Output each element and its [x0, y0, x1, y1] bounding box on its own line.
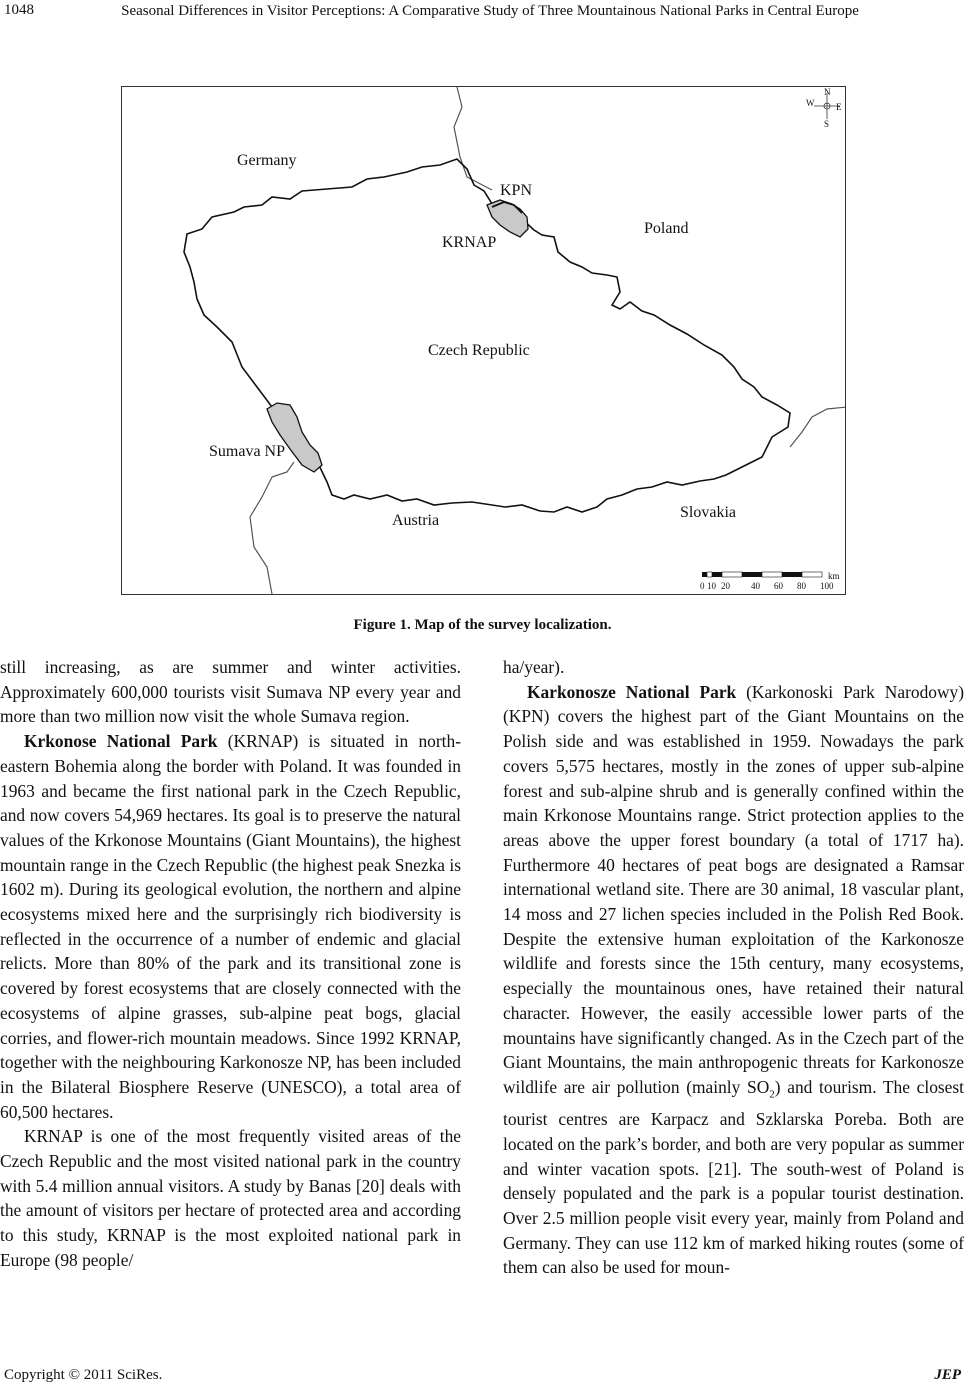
park-name-kpn: Karkonosze National Park	[527, 681, 737, 702]
scale-unit: km	[828, 571, 840, 581]
park-name-krnap: Krkonose National Park	[24, 731, 218, 752]
scale-tick-0: 0	[700, 581, 705, 591]
label-austria: Austria	[392, 512, 440, 529]
slovakia-hungary-border	[790, 407, 845, 447]
label-krnap: KRNAP	[442, 234, 497, 251]
label-germany: Germany	[237, 152, 297, 169]
subscript: 2	[769, 1088, 775, 1101]
paragraph-text-cont: ) and tourism. The closest tourist centres are Karpacz and Szklarska Poreba. Both are located on the park’s border, and both are very popular as summer and winter vacation spots. [21]. The south-west of Poland is densely populated and the park is a popular tourist destination. Over 2.5 million people visit every year, mainly from Poland and Germany. They can use 112 km of marked hiking routes (some of them can also be used for moun-	[503, 1076, 964, 1278]
compass-w: W	[806, 98, 815, 108]
paragraph-text: (KRNAP) is situated in north-eastern Bohemia along the border with Poland. It was founded in 1963 and became the first national park in the Czech Republic, and now covers 54,969 hectares. Its goal is to preserve the natural values of the Krkonose Mountains (Giant Mountains), the highest mountain range in the Czech Republic (the highest peak Snezka is 1602 m). During its geological evolution, the northern and alpine ecosystems mixed here and the surprisingly rich biodiversity is reflected in the occurrence of a number of endemic and glacial relicts. More than 80% of the park and its transitional zone is covered by forest ecosystems that are closely connected with the ecosystems of alpine grasses, sub-alpine peat bogs, glacial corries, and flower-rich mountain meadows. Since 1992 KRNAP, together with the neighbouring Karkonosze NP, has been included in the Bilateral Biosphere Reserve (UNESCO), a total area of 60,500 hectares.	[0, 731, 461, 1122]
compass-e: E	[836, 102, 842, 112]
compass-s: S	[824, 119, 830, 129]
left-column	[0, 655, 461, 1273]
compass-rose-icon	[806, 87, 842, 129]
paragraph-krnap	[0, 729, 461, 1124]
sumava-park-area	[267, 403, 322, 472]
label-slovakia: Slovakia	[680, 504, 736, 521]
running-title: Seasonal Differences in Visitor Perceptions: A Comparative Study of Three Mountainous National Parks in Central Europe	[121, 3, 859, 19]
scale-tick-20: 20	[721, 581, 730, 591]
compass-n: N	[824, 87, 831, 97]
germany-austria-border	[250, 477, 272, 594]
scale-tick-60: 60	[774, 581, 783, 591]
paragraph: KRNAP is one of the most frequently visited areas of the Czech Republic and the most visited national park in the country with 5.4 million annual visitors. A study by Banas [20] deals with the amount of visitors per hectare of protected area and according to this study, KRNAP is the most exploited national park in Europe (98 people/	[0, 1126, 461, 1270]
paragraph: still increasing, as are summer and winter activities. Approximately 600,000 tourists visit Sumava NP every year and more than two million now visit the whole Sumava region.	[0, 657, 461, 727]
scale-tick-80: 80	[797, 581, 806, 591]
scale-tick-10: 10	[707, 581, 716, 591]
germany-poland-border	[454, 87, 492, 190]
austria-border-stub	[272, 462, 294, 477]
paragraph-kpn	[503, 680, 964, 1280]
paragraph: ha/year).	[503, 657, 565, 677]
label-poland: Poland	[644, 220, 689, 237]
copyright: Copyright © 2011 SciRes.	[4, 1367, 163, 1383]
figure-caption: Figure 1. Map of the survey localization.	[353, 617, 612, 633]
page-number: 1048	[4, 2, 34, 18]
paragraph-text: (Karkonoski Park Narodowy) (KPN) covers the highest part of the Giant Mountains on the Polish side and was established in 1959. Nowadays the park covers 5,575 hectares, mostly in the zones of upper sub-alpine forest and sub-alpine shrub and is generally confined within the main Krkonose Mountains range. Strict protection applies to the areas above the upper forest boundary (a total of 1717 ha). Furthermore 40 hectares of peat bogs are designated a Ramsar international wetland site. There are 30 animal, 18 vascular plant, 14 moss and 27 lichen species included in the Polish Red Book. Despite the extensive human exploitation of the Karkonosze wildlife and forests since the 15th century, many ecosystems, especially the mountainous ones, have retained their natural character. However, the easily accessible lower parts of the mountains have significantly changed. As in the Czech part of the Giant Mountains, the main anthropogenic threats for Karkonosze wildlife are air pollution (mainly SO	[503, 681, 965, 1097]
right-column	[503, 655, 964, 1280]
scale-bar	[700, 571, 840, 591]
journal-abbrev: JEP	[934, 1367, 961, 1383]
scale-tick-40: 40	[751, 581, 760, 591]
label-czech-republic: Czech Republic	[428, 342, 530, 359]
map-drawing	[122, 87, 845, 594]
label-sumava-np: Sumava NP	[209, 443, 285, 460]
label-kpn: KPN	[500, 182, 533, 199]
survey-map	[121, 86, 846, 595]
scale-tick-100: 100	[820, 581, 834, 591]
